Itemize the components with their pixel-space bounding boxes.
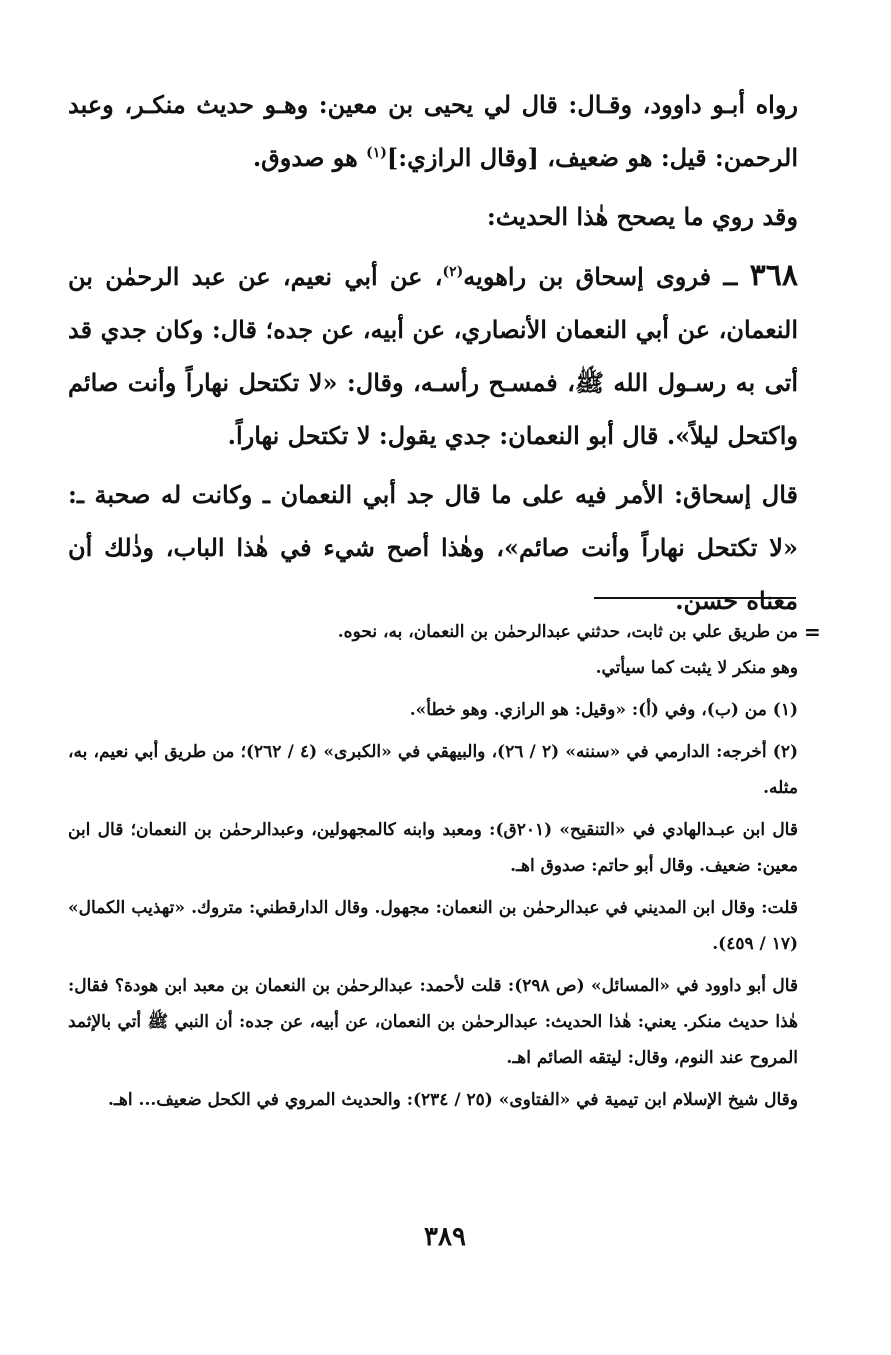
- footnotes: [68, 614, 798, 1118]
- footnote-2-masail: قال أبو داوود في «المسائل» (ص ٢٩٨): قلت لأحمد: عبدالرحمٰن بن النعمان بن معبد ابن هودة؟ فقال: هٰذا حديث منكر. يعني: هٰذا الحديث: عبدالرحمٰن بن النعمان، عن أبيه، عن جده: أن النبي ﷺ أتي بالإثمد المروح عند النوم، وقال: ليتقه الصائم اهـ.: [68, 976, 799, 1068]
- paragraph-ishaq: قال إسحاق: الأمر فيه على ما قال جد أبي النعمان ـ وكانت له صحبة ـ: «لا تكتحل نهاراً وأنت صائم»، وهٰذا أصح شيء في هٰذا الباب، وذٰلك أن معناه حسن.: [68, 480, 798, 615]
- footnote-marker-1: (١): [366, 145, 387, 161]
- footnote-2-madini: قلت: وقال ابن المديني في عبدالرحمٰن بن النعمان: مجهول. وقال الدارقطني: متروك. «تهذيب الكمال» (١٧ / ٤٥٩).: [68, 898, 798, 954]
- paragraph-abu-dawood: [68, 78, 798, 184]
- paragraph-hadith-368: [68, 249, 798, 462]
- hadith-number: ٣٦٨: [749, 258, 798, 293]
- paragraph-intro: وقد روي ما يصحح هٰذا الحديث:: [486, 202, 798, 231]
- footnote-1: (١) من (ب)، وفي (أ): «وقيل: هو الرازي. وهو خطأ».: [409, 700, 798, 720]
- main-text: [68, 78, 798, 627]
- footnote-marker-2: (٢): [442, 264, 464, 280]
- hadith-text-rest: ، عن أبي نعيم، عن عبد الرحمٰن بن النعمان، عن أبي النعمان الأنصاري، عن أبيه، عن جده؛ قال: وكان جدي قد أتى به رسـول الله ﷺ، فمسـح رأسـه، وقال: «لا تكتحل نهاراً وأنت صائم واكتحل ليلاً». قال أبو النعمان: جدي يقول: لا تكتحل نهاراً.: [68, 262, 798, 450]
- footnote-2: (٢) أخرجه: الدارمي في «سننه» (٢ / ٢٦)، والبيهقي في «الكبرى» (٤ / ٢٦٢)؛ من طريق أبي نعيم، به، مثله.: [68, 742, 798, 798]
- page-number: ٣٨٩: [424, 1222, 466, 1252]
- footnote-continued-line-2: وهو منكر لا يثبت كما سيأتي.: [595, 658, 798, 678]
- footnote-separator: [594, 597, 796, 599]
- hadith-text-start: ــ فروى إسحاق بن راهويه: [463, 262, 750, 291]
- paragraph-abu-dawood-end: هو صدوق.: [252, 143, 367, 172]
- footnote-continued-line-1: من طريق علي بن ثابت، حدثني عبدالرحمٰن بن النعمان، به، نحوه.: [337, 622, 798, 642]
- footnote-2-tanqih: قال ابن عبـدالهادي في «التنقيح» (٢٠١ق): ومعبد وابنه كالمجهولين، وعبدالرحمٰن بن النعمان؛ قال ابن معين: ضعيف. وقال أبو حاتم: صدوق اهـ.: [68, 820, 798, 876]
- footnote-continuation-mark: =: [804, 620, 821, 644]
- paragraph-abu-dawood-text: رواه أبـو داوود، وقـال: قال لي يحيى بن معين: وهـو حديث منكـر، وعبد الرحمن: قيل: هو ضعيف، [وقال الرازي:]: [68, 90, 798, 172]
- footnote-2-fatawa: وقال شيخ الإسلام ابن تيمية في «الفتاوى» (٢٥ / ٢٣٤): والحديث المروي في الكحل ضعيف... اهـ.: [108, 1090, 798, 1110]
